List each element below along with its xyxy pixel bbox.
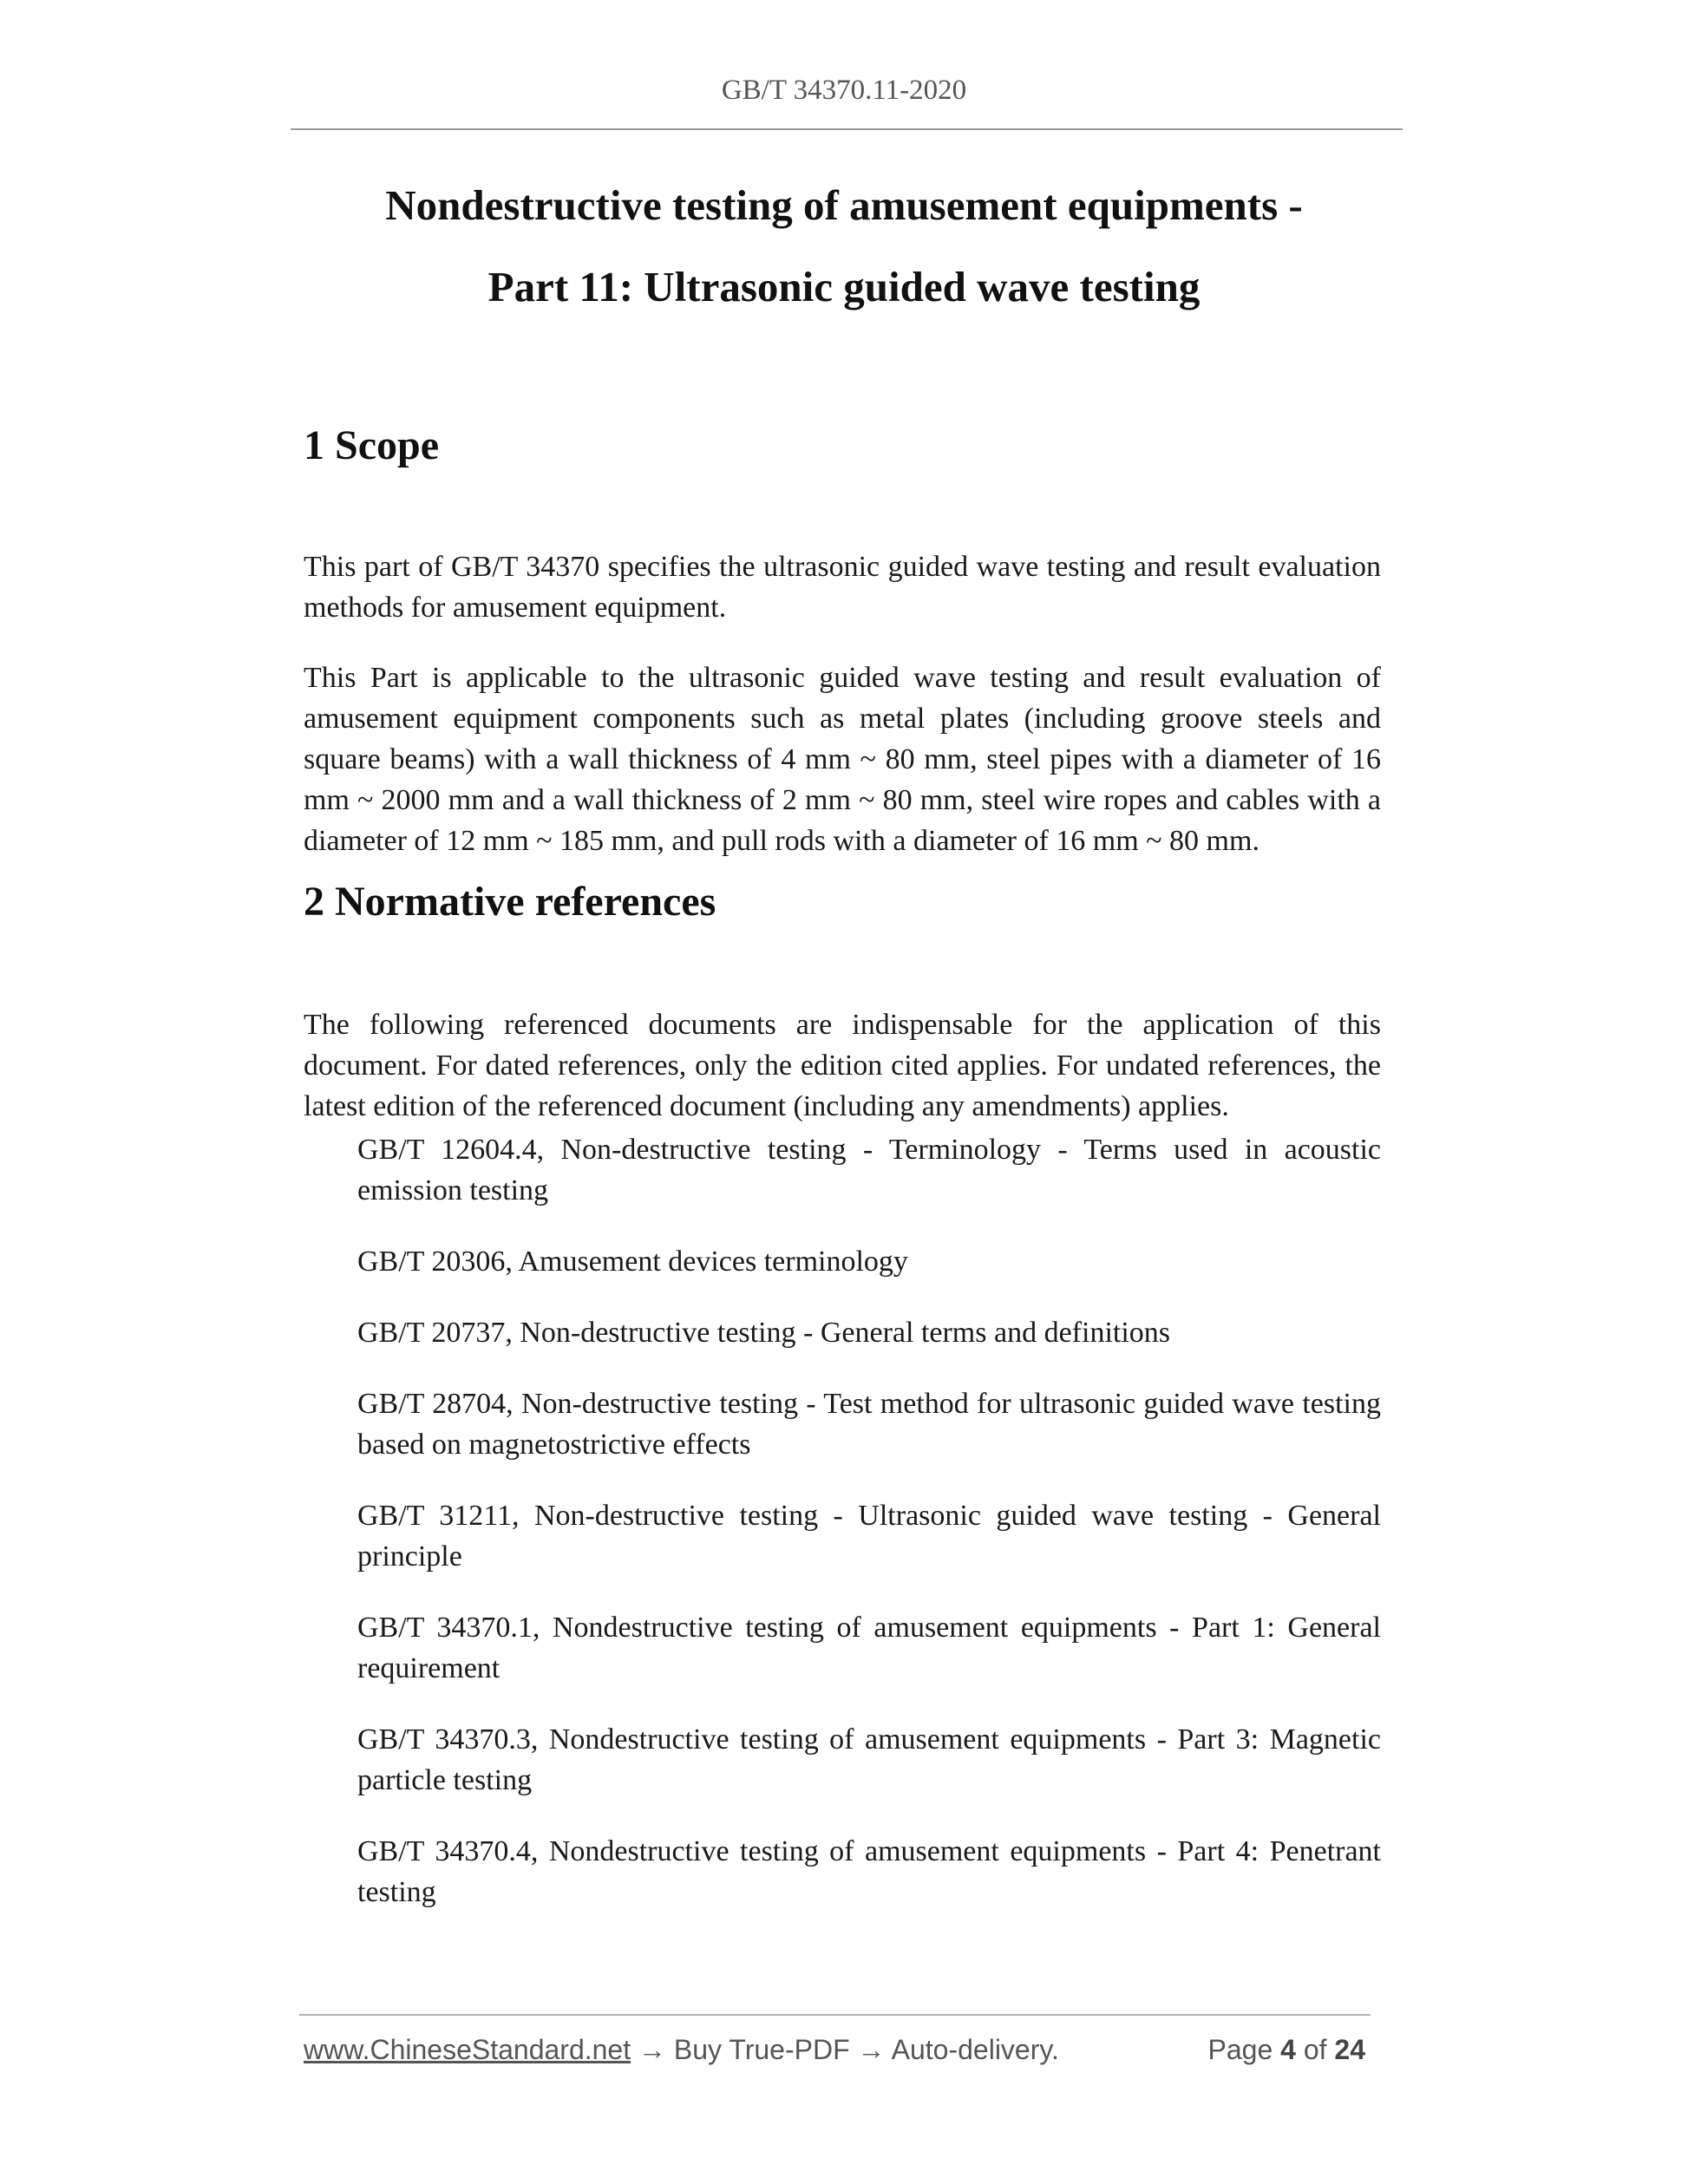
page-current-number: 4 [1280,2034,1296,2065]
document-title-line-1: Nondestructive testing of amusement equipments - [385,181,1303,229]
page-of-label: of [1303,2034,1327,2065]
document-title-line-2: Part 11: Ultrasonic guided wave testing [487,263,1201,311]
footer-promo [304,2034,1059,2066]
normative-references-intro: The following referenced documents are indispensable for the application of this document. For dated references, only the edition cited applies. For undated references, the latest edition of the referenced document (including any amendments) applies. [304,1009,1381,1122]
reference-item: GB/T 12604.4, Non-destructive testing - Terminology - Terms used in acoustic emission testing [357,1134,1381,1206]
reference-item: GB/T 28704, Non-destructive testing - Test method for ultrasonic guided wave testing based on magnetostrictive effects [357,1388,1381,1461]
section-heading-scope: 1 Scope [304,422,439,468]
scope-paragraph-2: This Part is applicable to the ultrasonic guided wave testing and result evaluation of amusement equipment components such as metal plates (including groove steels and square beams) with a wall thickness of 4 mm ~ 80 mm, steel pipes with a diameter of 16 mm ~ 2000 mm and a wall thickness of 2 mm ~ 80 mm, steel wire ropes and cables with a diameter of 12 mm ~ 185 mm, and pull rods with a diameter of 16 mm ~ 80 mm. [304,662,1381,857]
section-heading-normative-references: 2 Normative references [304,879,716,925]
reference-item: GB/T 31211, Non-destructive testing - Ultrasonic guided wave testing - General principle [357,1500,1381,1573]
document-code-header: GB/T 34370.11-2020 [721,75,967,106]
page-footer [304,2034,1371,2072]
footer-divider [299,2014,1371,2016]
page-label: Page [1207,2034,1273,2065]
website-link[interactable]: www.ChineseStandard.net [304,2034,631,2065]
page-indicator [1208,2034,1365,2066]
footer-tagline: → Buy True-PDF → Auto-delivery. [631,2034,1059,2065]
header-divider [291,128,1403,130]
reference-item: GB/T 20306, Amusement devices terminology [357,1246,908,1278]
reference-item: GB/T 34370.1, Nondestructive testing of amusement equipments - Part 1: General requirement [357,1612,1381,1684]
page-total-number: 24 [1334,2034,1365,2065]
reference-list [357,1129,1381,1943]
reference-item: GB/T 34370.3, Nondestructive testing of amusement equipments - Part 3: Magnetic particle testing [357,1723,1381,1796]
reference-item: GB/T 34370.4, Nondestructive testing of amusement equipments - Part 4: Penetrant testing [357,1835,1381,1908]
scope-paragraph-1: This part of GB/T 34370 specifies the ultrasonic guided wave testing and result evaluation methods for amusement equipment. [304,551,1381,624]
reference-item: GB/T 20737, Non-destructive testing - General terms and definitions [357,1317,1171,1349]
